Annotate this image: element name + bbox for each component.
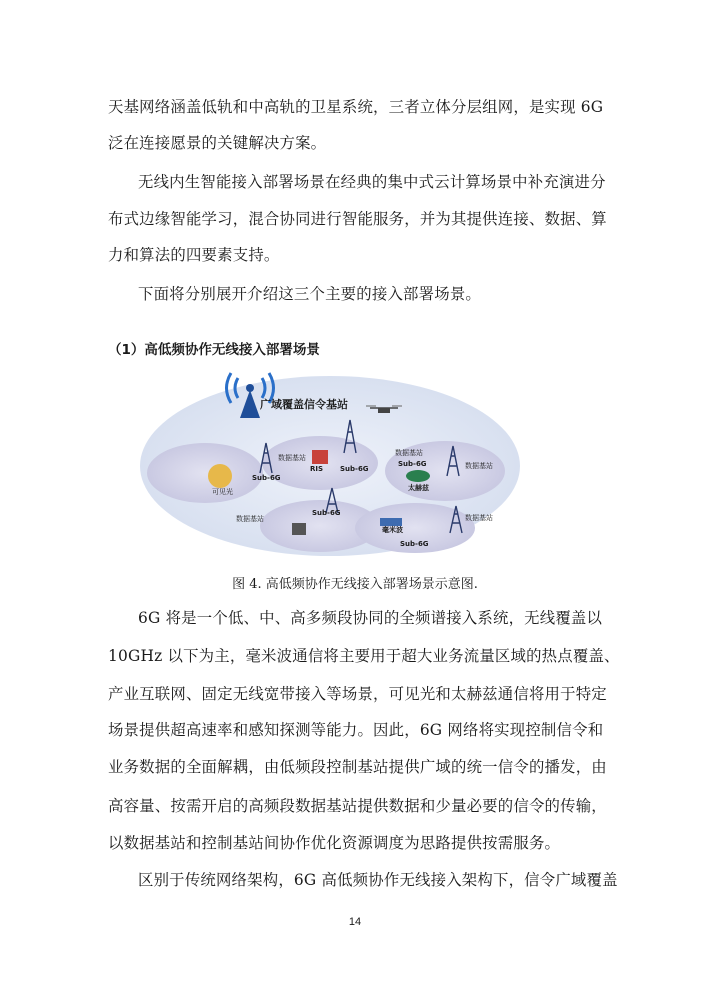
cell-left: [147, 443, 263, 503]
text-line: 力和算法的四要素支持。: [108, 246, 280, 264]
text-line: 天基网络涵盖低轨和中高轨的卫星系统，三者立体分层组网，是实现 6G: [108, 98, 604, 116]
figure-caption: 图 4. 高低频协作无线接入部署场景示意图.: [232, 577, 478, 592]
data-bs-label: 数据基站: [465, 462, 493, 470]
text-line: 场景提供超高速率和感知探测等能力。因此，6G 网络将实现控制信令和: [108, 721, 604, 739]
page-number: 14: [348, 916, 362, 928]
sub6g-label: Sub-6G: [400, 540, 429, 548]
text-line: 6G 将是一个低、中、高多频段协同的全频谱接入系统，无线覆盖以: [138, 609, 603, 627]
text-line: 无线内生智能接入部署场景在经典的集中式云计算场景中补充演进分: [138, 173, 606, 191]
building-icon: [312, 450, 328, 464]
text-line: 产业互联网、固定无线宽带接入等场景，可见光和太赫兹通信将用于特定: [108, 685, 607, 703]
text-line: 10GHz 以下为主，毫米波通信将主要用于超大业务流量区域的热点覆盖、: [108, 647, 620, 665]
text-line: 高容量、按需开启的高频段数据基站提供数据和少量必要的信令的传输，: [108, 797, 607, 815]
text-line: 区别于传统网络架构，6G 高低频协作无线接入架构下，信令广域覆盖: [138, 871, 618, 889]
scenario-figure: [140, 368, 520, 561]
laptop-icon: [292, 523, 306, 535]
data-bs-label: 数据基站: [395, 449, 423, 457]
text-line: 下面将分别展开介绍这三个主要的接入部署场景。: [138, 285, 481, 303]
sub6g-label: Sub-6G: [398, 460, 427, 468]
sub6g-label: Sub-6G: [340, 465, 369, 473]
ris-label: RIS: [310, 465, 324, 473]
text-line: 布式边缘智能学习，混合协同进行智能服务，并为其提供连接、数据、算: [108, 210, 607, 228]
sub6g-label: Sub-6G: [312, 509, 341, 517]
data-bs-label: 数据基站: [236, 515, 264, 523]
section-heading: （1）高低频协作无线接入部署场景: [108, 342, 320, 358]
text-line: 业务数据的全面解耦，由低频段控制基站提供广域的统一信令的播发，由: [108, 758, 607, 776]
terahertz-label: 太赫兹: [408, 484, 429, 492]
stadium-icon: [406, 470, 430, 482]
visible-light-icon: [208, 464, 232, 488]
mmwave-label: 毫米波: [382, 526, 403, 534]
train-icon: [380, 518, 402, 526]
sub6g-label: Sub-6G: [252, 474, 281, 482]
data-bs-label: 数据基站: [465, 514, 493, 522]
text-line: 泛在连接愿景的关键解决方案。: [108, 134, 327, 152]
figure-svg: [140, 368, 520, 561]
visible-light-label: 可见光: [212, 488, 233, 496]
data-bs-label: 数据基站: [278, 454, 306, 462]
text-line: 以数据基站和控制基站间协作优化资源调度为思路提供按需服务。: [108, 834, 561, 852]
figure-title: 广域覆盖信令基站: [260, 398, 348, 411]
